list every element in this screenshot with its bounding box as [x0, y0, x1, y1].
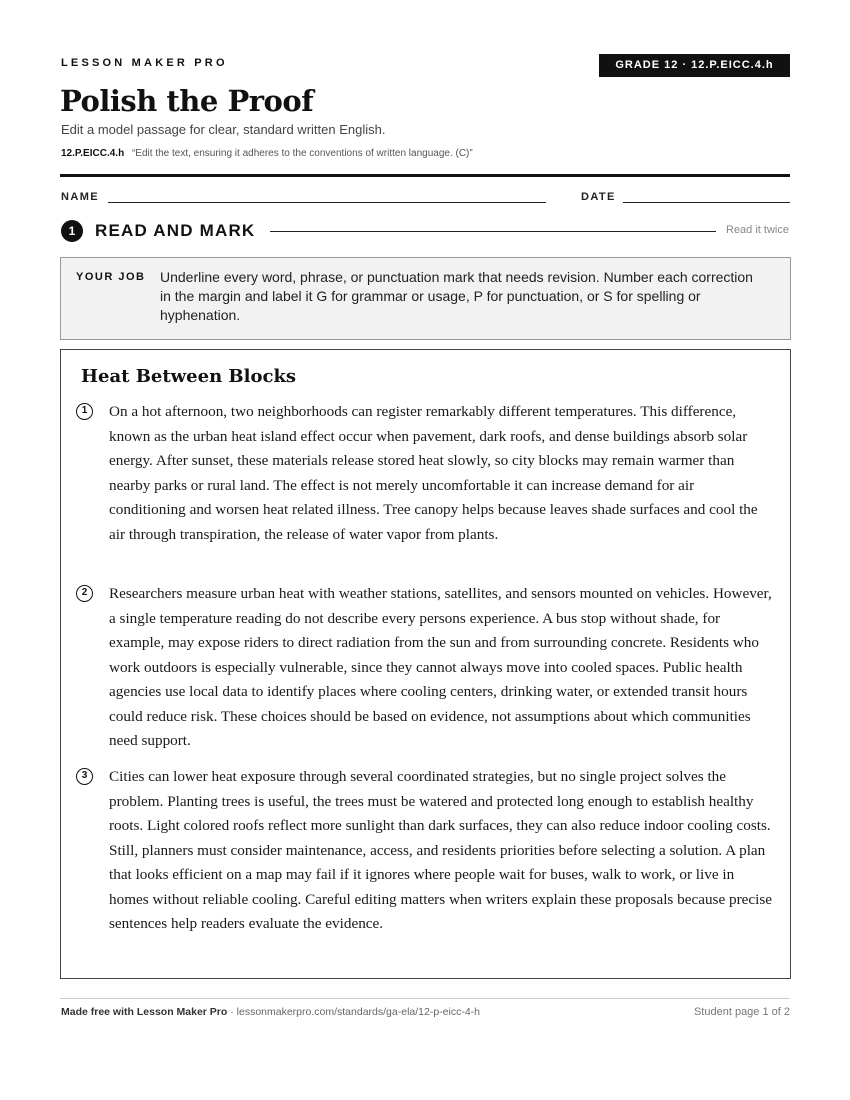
section-title: READ AND MARK	[95, 221, 256, 240]
brand-name: LESSON MAKER PRO	[61, 57, 228, 69]
standard-code: 12.P.EICC.4.h	[61, 148, 125, 159]
passage-title: Heat Between Blocks	[81, 366, 297, 387]
instructions-label: YOUR JOB	[76, 271, 146, 283]
section-divider	[270, 231, 716, 232]
paragraph-text-1: On a hot afternoon, two neighborhoods can register remarkably different temperatures. This difference, known as the urban heat island effect occur when pavement, dark roofs, and dense buildings absorb solar energy. After sunset, these materials release stored heat slowly, so city blocks may remain warmer than nearby parks or rural land. The effect is not merely uncomfortable it can increase demand for air conditioning and worsen heat related illness. Tree canopy helps because leaves shade surfaces and cool the air through transpiration, the release of water vapor from plants.	[109, 403, 758, 543]
paragraph-number-3: 3	[76, 768, 93, 785]
name-field[interactable]	[108, 202, 546, 203]
grade-badge: GRADE 12 · 12.P.EICC.4.h	[599, 54, 790, 77]
worksheet-subtitle: Edit a model passage for clear, standard written English.	[61, 122, 386, 137]
date-field[interactable]	[623, 202, 790, 203]
name-label: NAME	[61, 191, 99, 203]
standard-line	[61, 148, 473, 159]
passage-box	[60, 349, 791, 979]
footer-divider	[60, 998, 790, 999]
instructions-text: Underline every word, phrase, or punctuation mark that needs revision. Number each correction in the margin and label it G for grammar or usage, P for punctuation, or S for spelling or hyphenation.	[160, 269, 753, 323]
footer-credit-name: Made free with Lesson Maker Pro	[61, 1006, 228, 1018]
paragraph-number-2: 2	[76, 585, 93, 602]
paragraph-text-3: Cities can lower heat exposure through several coordinated strategies, but no single project solves the problem. Planting trees is useful, the trees must be watered and protected long enough to establish healthy roots. Light colored roofs reflect more sunlight than dark surfaces, they can also reduce indoor cooling costs. Still, planners must consider maintenance, access, and residents priorities before selecting a solution. A plan that looks efficient on a map may fail if it ignores where people wait for buses, walk to work, or live in homes without reliable cooling. Careful editing matters when writers explain these proposals because precise sentences help readers evaluate the evidence.	[109, 768, 772, 932]
header-divider	[60, 174, 790, 177]
standard-text: “Edit the text, ensuring it adheres to the conventions of written language. (C)”	[131, 148, 473, 159]
instructions-box	[60, 257, 791, 340]
section-number-badge: 1	[61, 220, 83, 242]
date-label: DATE	[581, 191, 616, 203]
footer-page-number: Student page 1 of 2	[693, 1006, 790, 1018]
section-note: Read it twice	[726, 224, 789, 236]
footer-url[interactable]: · lessonmakerpro.com/standards/ga-ela/12-p-eicc-4-h	[230, 1006, 481, 1018]
paragraph-text-2: Researchers measure urban heat with weather stations, satellites, and sensors mounted on vehicles. However, a single temperature reading do not describe every persons experience. A bus stop without shade, for example, may expose riders to direct radiation from the sun and from surrounding concrete. Residents who work outdoors is especially vulnerable, since they cannot always move into cooled spaces. Public health agencies use local data to identify places where cooling centers, drinking water, or extended transit hours could reduce risk. These choices should be based on evidence, not assumptions about which communities need support.	[109, 585, 772, 749]
worksheet-title: Polish the Proof	[60, 84, 314, 118]
footer-credit	[61, 1006, 480, 1018]
paragraph-number-1: 1	[76, 403, 93, 420]
